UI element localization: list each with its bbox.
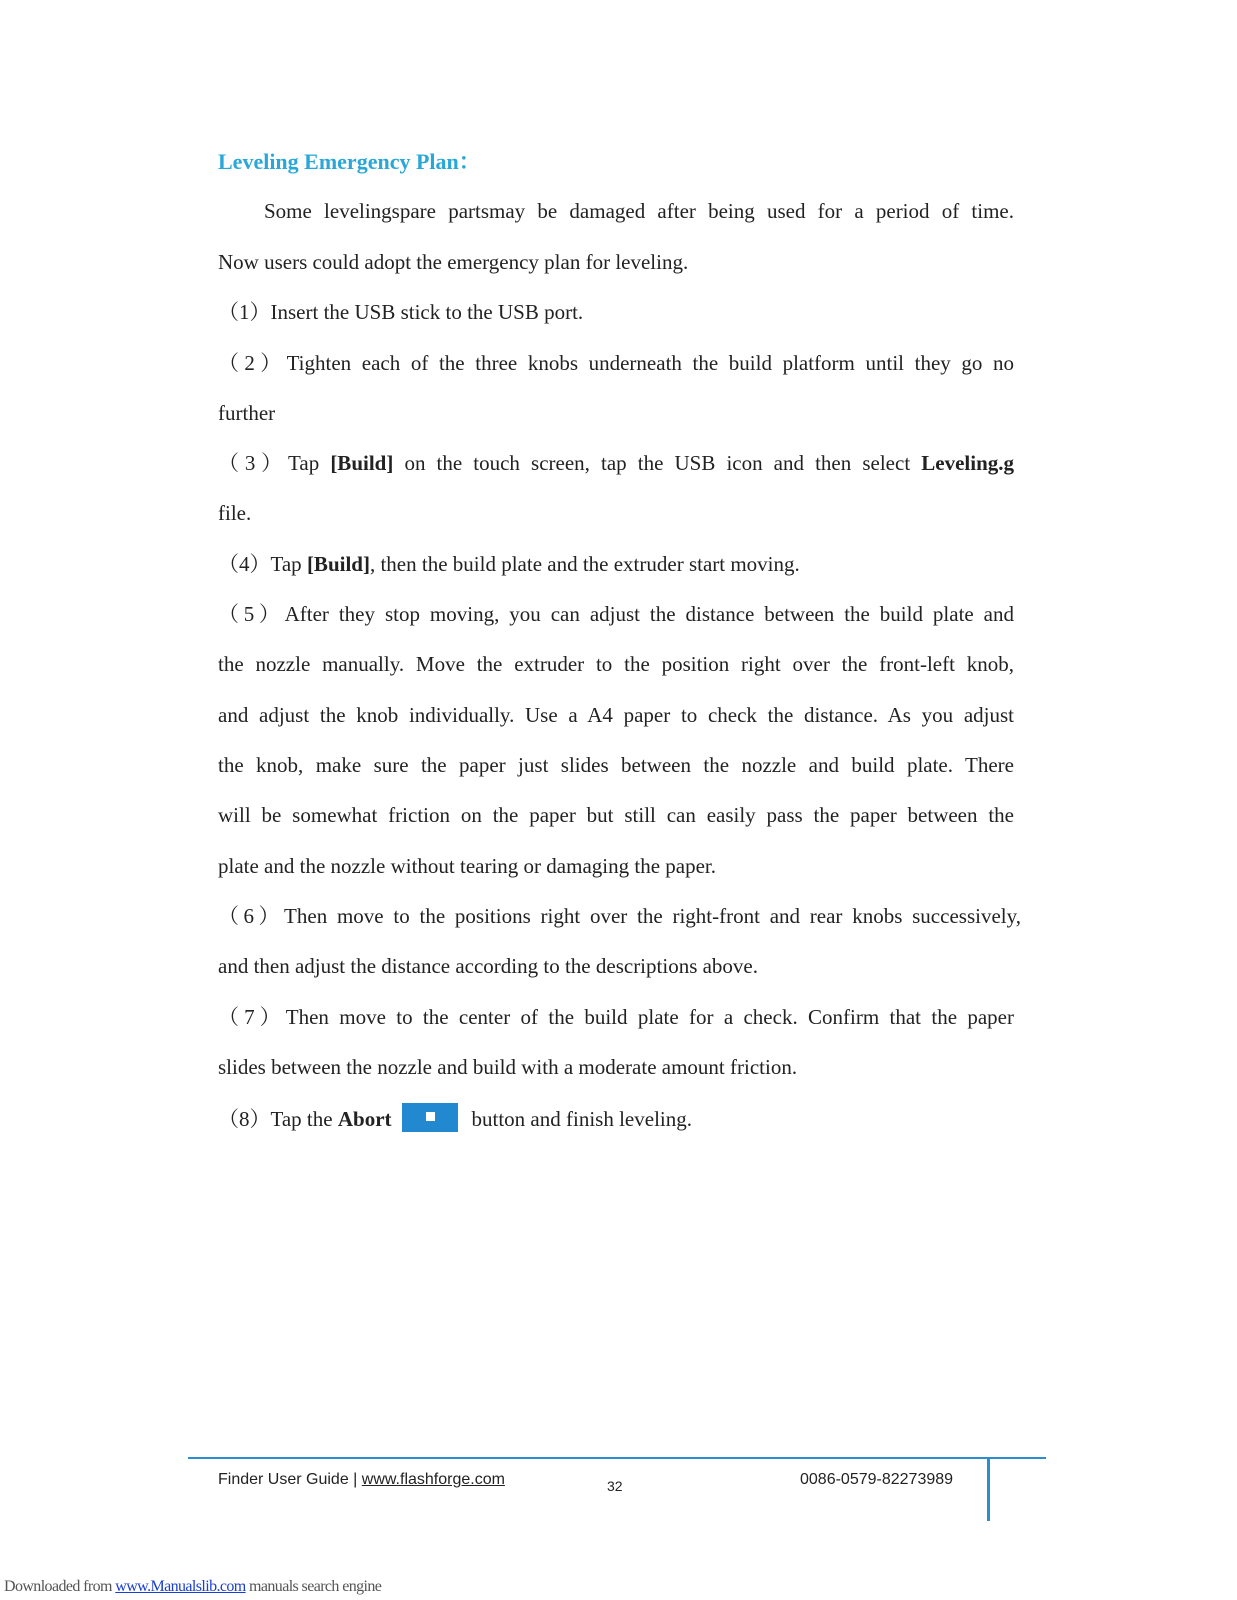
step-8-prefix: （8）Tap the xyxy=(218,1107,338,1131)
intro-line-2: Now users could adopt the emergency plan for leveling. xyxy=(218,250,689,274)
footer-rule xyxy=(188,1457,1046,1459)
step-7-line-1: （7）Then move to the center of the build plate for a check. Confirm that the paper xyxy=(218,1005,1014,1029)
build-label: [Build] xyxy=(330,451,394,475)
step-5-line-3: and adjust the knob individually. Use a A4 paper to check the distance. As you adjust xyxy=(218,703,1014,727)
page-number: 32 xyxy=(607,1478,623,1494)
step-5-line-5: will be somewhat friction on the paper but still can easily pass the paper between the xyxy=(218,803,1014,827)
section-heading: Leveling Emergency Plan： xyxy=(218,149,481,174)
download-notice xyxy=(4,1578,381,1596)
step-4 xyxy=(218,550,1014,578)
footer-guide xyxy=(218,1471,505,1489)
download-suffix: manuals search engine xyxy=(245,1578,382,1595)
step-4-prefix: （4）Tap xyxy=(218,552,307,576)
step-5-line-6: plate and the nozzle without tearing or damaging the paper. xyxy=(218,854,716,878)
step-6-line-1: （6）Then move to the positions right over the right-front and rear knobs successively, xyxy=(218,904,1021,928)
step-1: （1）Insert the USB stick to the USB port. xyxy=(218,300,584,324)
step-7-line-2: slides between the nozzle and build with a moderate amount friction. xyxy=(218,1055,798,1079)
step-6-line-2: and then adjust the distance according to the descriptions above. xyxy=(218,954,759,978)
step-3-line-2: file. xyxy=(218,501,252,525)
leveling-file-name: Leveling.g xyxy=(921,451,1014,475)
step-8-rest: button and finish leveling. xyxy=(471,1107,692,1131)
footer-website-link[interactable]: www.flashforge.com xyxy=(361,1471,505,1488)
build-label: [Build] xyxy=(306,552,370,576)
step-3-prefix: （3）Tap xyxy=(218,451,331,475)
step-3-middle: on the touch screen, tap the USB icon and then select xyxy=(404,451,922,475)
footer-phone: 0086-0579-82273989 xyxy=(800,1471,954,1488)
step-2-line-2: further xyxy=(218,401,276,425)
step-4-rest: , then the build plate and the extruder start moving. xyxy=(369,552,800,576)
abort-button xyxy=(402,1103,458,1132)
step-5-line-2: the nozzle manually. Move the extruder to the position right over the front-left knob, xyxy=(218,652,1014,676)
stop-square-icon xyxy=(426,1112,435,1121)
footer-guide-title: Finder User Guide | xyxy=(218,1471,362,1488)
step-5-line-4: the knob, make sure the paper just slides between the nozzle and build plate. There xyxy=(218,753,1014,777)
step-3-line-1 xyxy=(218,449,1014,477)
footer-vertical-rule xyxy=(987,1457,990,1521)
step-8 xyxy=(218,1103,1014,1133)
download-prefix: Downloaded from xyxy=(4,1578,116,1595)
step-2-line-1: （2）Tighten each of the three knobs underneath the build platform until they go no xyxy=(218,351,1014,375)
manualslib-link[interactable]: www.Manualslib.com xyxy=(115,1578,246,1595)
intro-line-1: Some levelingspare partsmay be damaged after being used for a period of time. xyxy=(264,199,1014,223)
step-5-line-1: （5）After they stop moving, you can adjust the distance between the build plate and xyxy=(218,602,1014,626)
abort-label: Abort xyxy=(337,1107,392,1131)
